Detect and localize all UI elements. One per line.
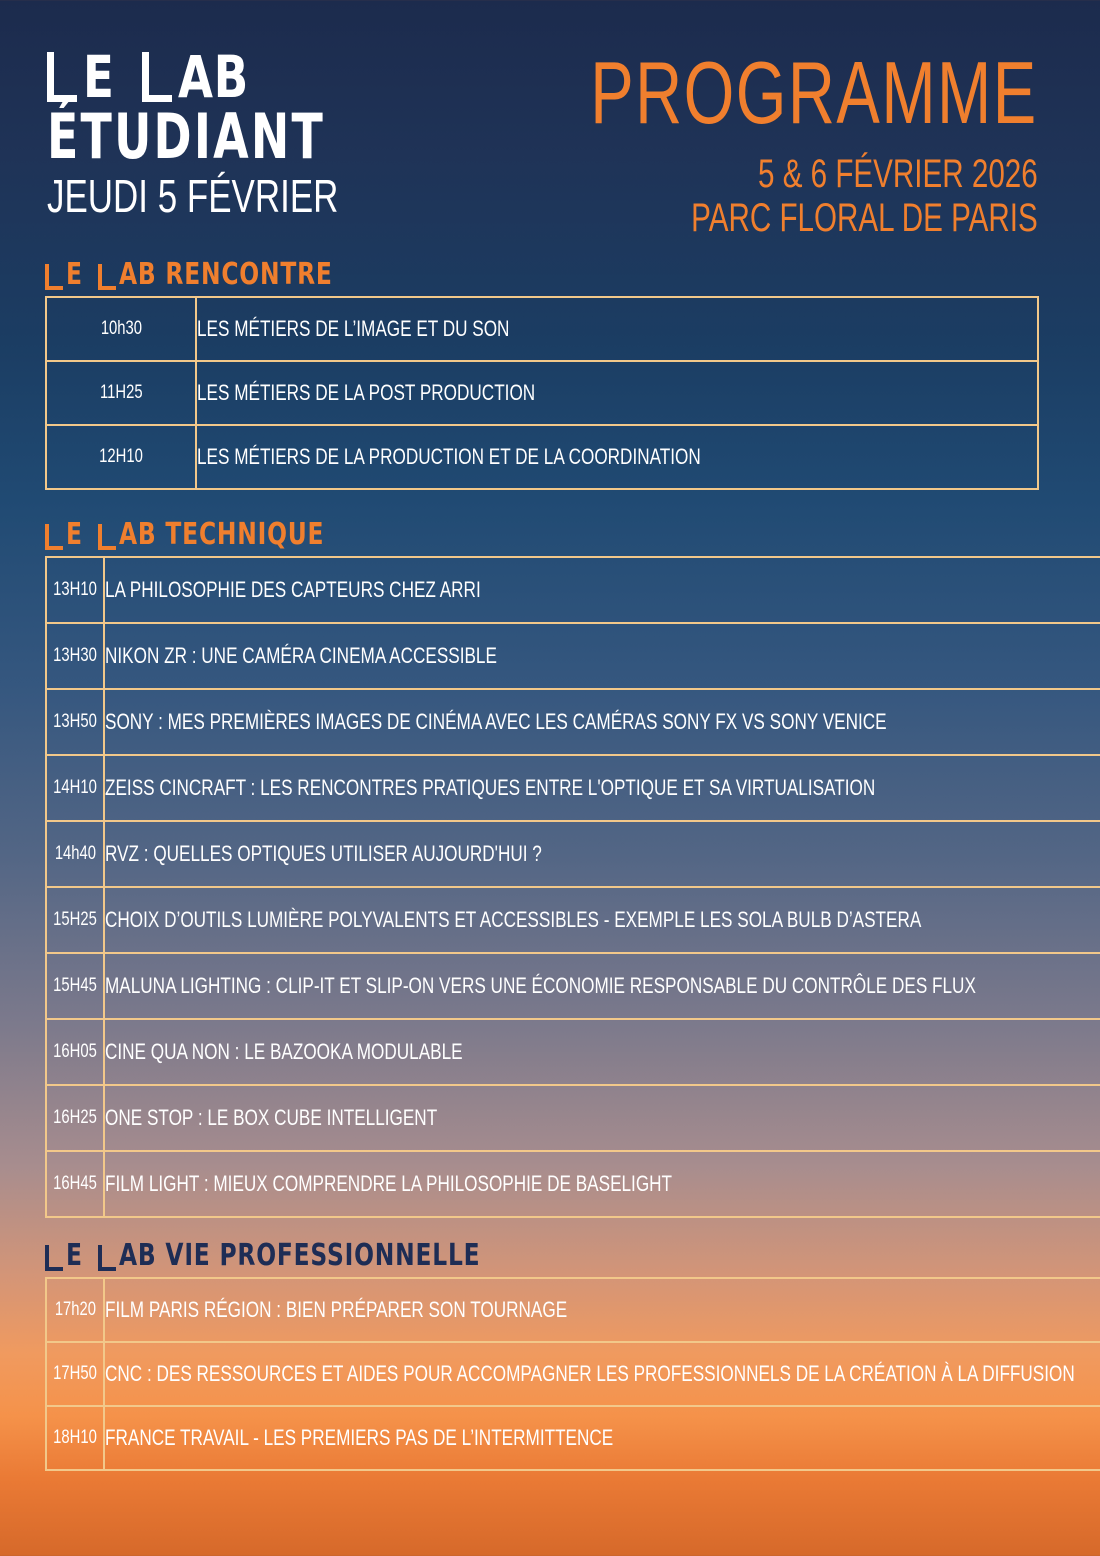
session-title-cell: RVZ : QUELLES OPTIQUES UTILISER AUJOURD'HUI ? (104, 821, 1100, 887)
heading-l-glyph (98, 524, 116, 550)
schedule-table (45, 1277, 1100, 1471)
table-row (46, 755, 1100, 821)
logo-l-glyph (142, 52, 172, 102)
session-title-cell: FILM PARIS RÉGION : BIEN PRÉPARER SON TOURNAGE (104, 1278, 1100, 1342)
logo-etudiant: ÉTUDIANT (47, 100, 326, 173)
table-row (46, 821, 1100, 887)
schedule-table (45, 556, 1100, 1218)
session-title-cell: LES MÉTIERS DE LA PRODUCTION ET DE LA COORDINATION (196, 425, 1038, 489)
section-lab-technique (45, 514, 1039, 1218)
table-row (46, 1151, 1100, 1217)
time-cell: 18H10 (46, 1406, 104, 1470)
session-title-cell: FILM LIGHT : MIEUX COMPRENDRE LA PHILOSOPHIE DE BASELIGHT (104, 1151, 1100, 1217)
time-cell: 11H25 (46, 361, 196, 425)
logo-lab: AB (142, 52, 269, 102)
time-cell: 13H50 (46, 689, 104, 755)
time-cell: 17h20 (46, 1278, 104, 1342)
event-day: JEUDI 5 FÉVRIER (47, 170, 339, 222)
schedule-table (45, 296, 1039, 490)
event-dates: 5 & 6 FÉVRIER 2026 (758, 152, 1038, 196)
section-heading: E AB VIE PROFESSIONNELLE (45, 1235, 1039, 1271)
table-row (46, 1342, 1100, 1406)
time-cell: 13H10 (46, 557, 104, 623)
event-logo (47, 40, 430, 222)
time-cell: 16H45 (46, 1151, 104, 1217)
session-title-cell: CHOIX D’OUTILS LUMIÈRE POLYVALENTS ET ACCESSIBLES - EXEMPLE LES SOLA BULB D’ASTERA (104, 887, 1100, 953)
heading-l-glyph (45, 524, 63, 550)
table-row (46, 425, 1038, 489)
logo-line-le-lab (47, 40, 430, 111)
programme-header (433, 43, 1038, 240)
section-lab-vie-professionnelle (45, 1235, 1075, 1471)
session-title-cell: ZEISS CINCRAFT : LES RENCONTRES PRATIQUES ENTRE L'OPTIQUE ET SA VIRTUALISATION (104, 755, 1100, 821)
session-title-cell: SONY : MES PREMIÈRES IMAGES DE CINÉMA AVEC LES CAMÉRAS SONY FX VS SONY VENICE (104, 689, 1100, 755)
time-cell: 15H45 (46, 953, 104, 1019)
session-title-cell: FRANCE TRAVAIL - LES PREMIERS PAS DE L’INTERMITTENCE (104, 1406, 1100, 1470)
logo-le: E (47, 52, 124, 102)
heading-l-glyph (45, 1245, 63, 1271)
time-cell: 17H50 (46, 1342, 104, 1406)
table-row (46, 887, 1100, 953)
section-heading: E AB RENCONTRE (45, 254, 1039, 290)
session-title-cell: LES MÉTIERS DE L’IMAGE ET DU SON (196, 297, 1038, 361)
table-row (46, 1406, 1100, 1470)
time-cell: 16H25 (46, 1085, 104, 1151)
table-row (46, 1085, 1100, 1151)
event-venue: PARC FLORAL DE PARIS (691, 196, 1038, 240)
heading-l-glyph (98, 264, 116, 290)
session-title-cell: CNC : DES RESSOURCES ET AIDES POUR ACCOMPAGNER LES PROFESSIONNELS DE LA CRÉATION À LA DIFFUSION (104, 1342, 1100, 1406)
table-row (46, 623, 1100, 689)
page-title: PROGRAMME (590, 43, 1038, 142)
table-row (46, 361, 1038, 425)
time-cell: 15H25 (46, 887, 104, 953)
session-title-cell: CINE QUA NON : LE BAZOOKA MODULABLE (104, 1019, 1100, 1085)
table-row (46, 557, 1100, 623)
heading-l-glyph (98, 1245, 116, 1271)
table-row (46, 689, 1100, 755)
heading-l-glyph (45, 264, 63, 290)
section-heading: E AB TECHNIQUE (45, 514, 1039, 550)
table-row (46, 953, 1100, 1019)
time-cell: 12H10 (46, 425, 196, 489)
time-cell: 14H10 (46, 755, 104, 821)
time-cell: 14h40 (46, 821, 104, 887)
logo-l-glyph (47, 52, 77, 102)
table-row (46, 297, 1038, 361)
session-title-cell: ONE STOP : LE BOX CUBE INTELLIGENT (104, 1085, 1100, 1151)
time-cell: 16H05 (46, 1019, 104, 1085)
session-title-cell: LA PHILOSOPHIE DES CAPTEURS CHEZ ARRI (104, 557, 1100, 623)
session-title-cell: MALUNA LIGHTING : CLIP-IT ET SLIP-ON VERS UNE ÉCONOMIE RESPONSABLE DU CONTRÔLE DES FLUX (104, 953, 1100, 1019)
time-cell: 13H30 (46, 623, 104, 689)
time-cell: 10h30 (46, 297, 196, 361)
table-row (46, 1278, 1100, 1342)
table-row (46, 1019, 1100, 1085)
section-lab-rencontre (45, 254, 1039, 490)
session-title-cell: NIKON ZR : UNE CAMÉRA CINEMA ACCESSIBLE (104, 623, 1100, 689)
session-title-cell: LES MÉTIERS DE LA POST PRODUCTION (196, 361, 1038, 425)
